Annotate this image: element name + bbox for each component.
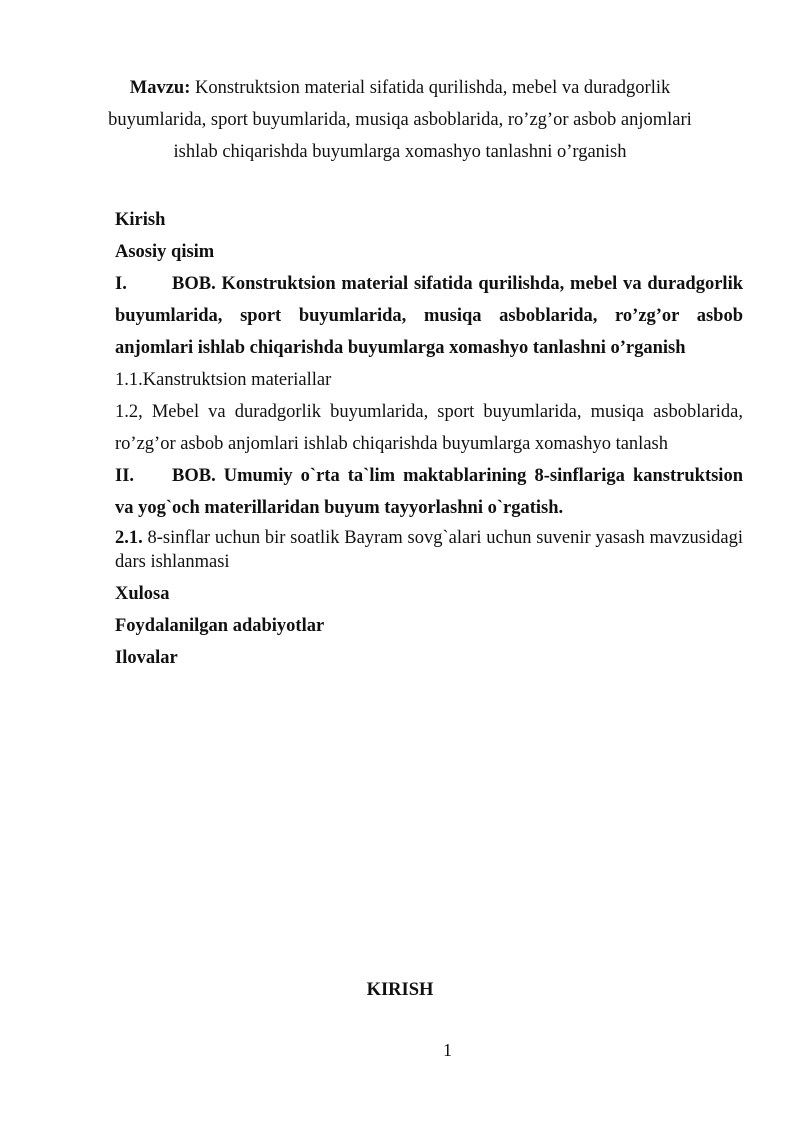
toc-section-1-1: 1.1.Kanstruktsion materiallar [115,370,332,390]
table-of-contents [115,204,743,674]
toc-chapter-1-text: BOB. Konstruktsion material sifatida qurilishda, mebel va duradgorlik buyumlarida, sport buyumlarida, musiqa asboblarida, ro’zg’or asbob anjomlari ishlab chiqarishda buyumlarga xomashyo tanlashni o’rganish [115,274,743,358]
toc-ilovalar: Ilovalar [115,648,178,668]
toc-section-2-1-text: 8-sinflar uchun bir soatlik Bayram sovg`alari uchun suvenir yasash mavzusidagi dars ishlanmasi [115,528,743,572]
toc-section-2-1 [115,526,743,574]
toc-foydalanilgan-adabiyotlar: Foydalanilgan adabiyotlar [115,616,325,636]
toc-kirish: Kirish [115,210,166,230]
section-heading-kirish: KIRISH [366,980,434,1000]
toc-chapter-2-number: II. [115,466,135,486]
topic-text: Konstruktsion material sifatida qurilishda, mebel va duradgorlik buyumlarida, sport buyumlarida, musiqa asboblarida, ro’zg’or asbob anjomlari ishlab chiqarishda buyumlarga xomashyo tanlashni o’rganish [108,78,692,162]
topic-title [100,72,700,168]
toc-chapter-2 [115,460,743,524]
toc-chapter-1 [115,268,743,364]
toc-chapter-1-number: I. [115,274,127,294]
toc-section-1-2: 1.2, Mebel va duradgorlik buyumlarida, sport buyumlarida, musiqa asboblarida, ro’zg’or asbob anjomlari ishlab chiqarishda buyumlarga xomashyo tanlash [115,402,743,454]
topic-label: Mavzu: [129,78,191,98]
toc-asosiy-qisim: Asosiy qisim [115,242,215,262]
toc-chapter-2-text: BOB. Umumiy o`rta ta`lim maktablarining 8-sinflariga kanstruktsion va yog`och materillaridan buyum tayyorlashni o`rgatish. [115,466,743,518]
toc-xulosa: Xulosa [115,584,170,604]
page-number: 1 [443,1040,452,1060]
toc-section-2-1-number: 2.1. [115,528,143,548]
